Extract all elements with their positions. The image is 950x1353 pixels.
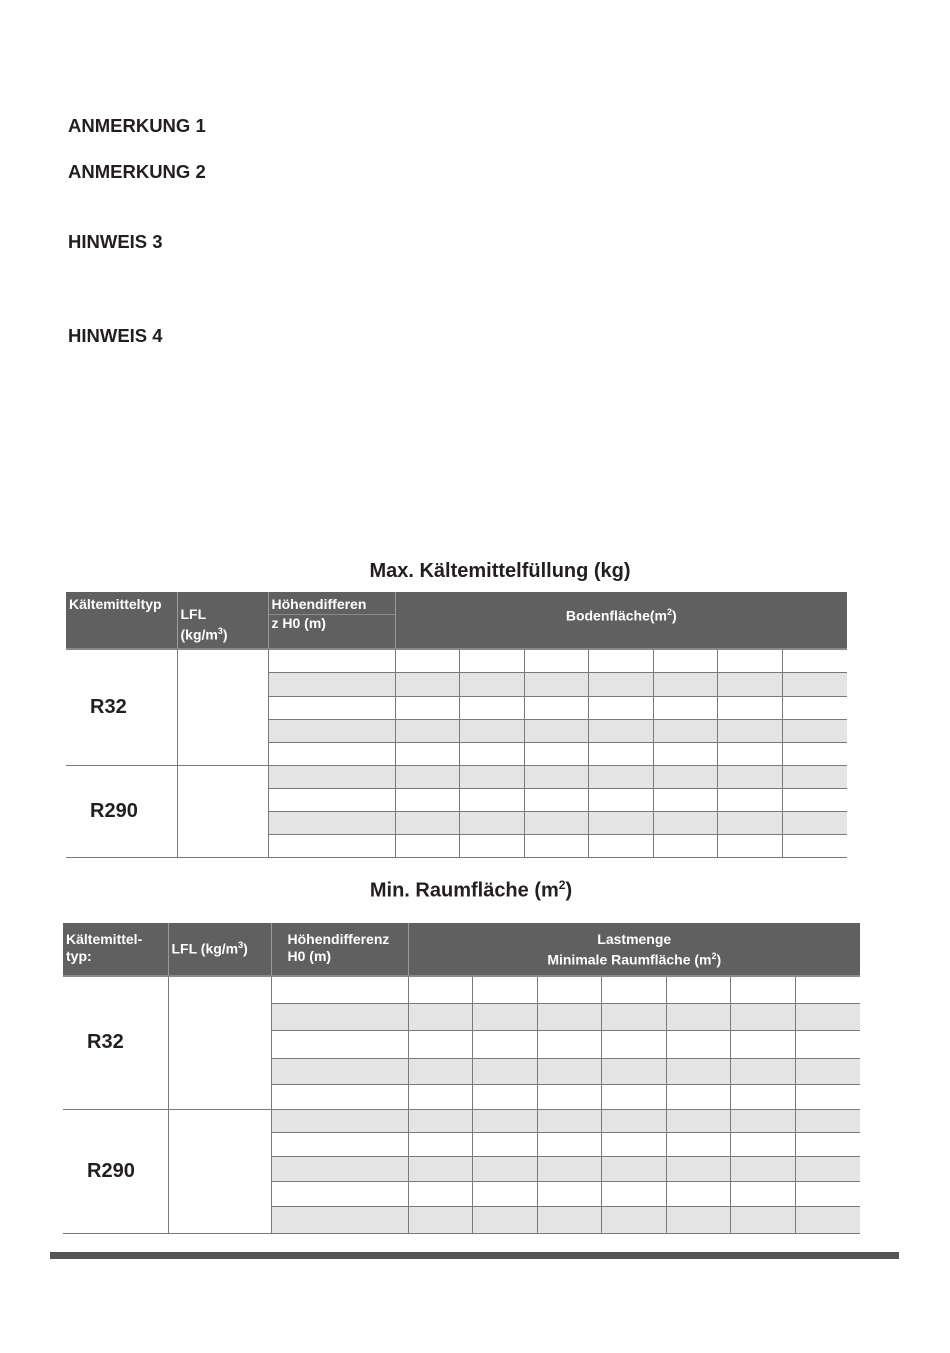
value-cell (666, 1109, 731, 1132)
value-cell (731, 1156, 796, 1181)
value-cell (718, 835, 783, 858)
table-row (63, 976, 860, 1003)
value-cell (460, 743, 525, 766)
value-cell (782, 697, 847, 720)
value-cell (589, 835, 654, 858)
value-cell (589, 789, 654, 812)
value-cell (653, 812, 718, 835)
value-cell (473, 1156, 538, 1181)
value-cell (524, 766, 589, 789)
header-refrigerant-type: Kältemittel- typ: (63, 923, 168, 976)
refrigerant-type-cell: R32 (66, 649, 177, 766)
value-cell (473, 1181, 538, 1206)
value-cell (795, 1003, 860, 1030)
value-cell (395, 720, 460, 743)
value-cell (653, 789, 718, 812)
value-cell (589, 720, 654, 743)
height-cell (271, 1109, 408, 1132)
value-cell (731, 1058, 796, 1084)
value-cell (408, 1058, 473, 1084)
value-cell (602, 1206, 667, 1233)
value-cell (653, 673, 718, 697)
value-cell (589, 649, 654, 673)
value-cell (408, 1084, 473, 1109)
value-cell (666, 976, 731, 1003)
value-cell (524, 812, 589, 835)
value-cell (589, 673, 654, 697)
value-cell (408, 1003, 473, 1030)
value-cell (524, 789, 589, 812)
value-cell (782, 766, 847, 789)
value-cell (537, 1030, 602, 1058)
height-cell (271, 976, 408, 1003)
value-cell (460, 789, 525, 812)
value-cell (731, 1003, 796, 1030)
header-height-difference: Höhendifferen z H0 (m) (268, 592, 395, 649)
value-cell (408, 1206, 473, 1233)
value-cell (795, 1109, 860, 1132)
height-cell (271, 1206, 408, 1233)
value-cell (666, 1084, 731, 1109)
value-cell (602, 1058, 667, 1084)
header-height-difference: Höhendifferenz H0 (m) (271, 923, 408, 976)
value-cell (602, 1030, 667, 1058)
value-cell (718, 812, 783, 835)
value-cell (653, 766, 718, 789)
value-cell (473, 1109, 538, 1132)
value-cell (537, 1206, 602, 1233)
height-cell (271, 1132, 408, 1156)
value-cell (537, 1156, 602, 1181)
value-cell (408, 1132, 473, 1156)
value-cell (718, 743, 783, 766)
value-cell (666, 1181, 731, 1206)
table-row (66, 649, 847, 673)
value-cell (524, 743, 589, 766)
value-cell (395, 673, 460, 697)
height-cell (268, 673, 395, 697)
value-cell (473, 1084, 538, 1109)
header-lfl: LFL $(kg/m^3)$ (177, 592, 268, 649)
value-cell (653, 697, 718, 720)
value-cell (718, 766, 783, 789)
value-cell (731, 1109, 796, 1132)
value-cell (460, 673, 525, 697)
value-cell (731, 1030, 796, 1058)
value-cell (473, 1132, 538, 1156)
value-cell (395, 697, 460, 720)
value-cell (537, 1181, 602, 1206)
min-room-area-table (63, 923, 860, 1234)
header-load-min-room-area: Lastmenge Minimale Raumfläche $(m^2)$ (408, 923, 860, 976)
value-cell (795, 1156, 860, 1181)
height-cell (268, 720, 395, 743)
value-cell (537, 1003, 602, 1030)
refrigerant-type-cell: R290 (66, 766, 177, 858)
value-cell (408, 1030, 473, 1058)
value-cell (524, 720, 589, 743)
value-cell (395, 835, 460, 858)
value-cell (460, 766, 525, 789)
value-cell (602, 1132, 667, 1156)
value-cell (602, 976, 667, 1003)
height-cell (271, 1058, 408, 1084)
lfl-cell (177, 766, 268, 858)
value-cell (537, 1084, 602, 1109)
value-cell (718, 789, 783, 812)
value-cell (524, 649, 589, 673)
value-cell (782, 789, 847, 812)
value-cell (602, 1181, 667, 1206)
value-cell (782, 673, 847, 697)
value-cell (460, 697, 525, 720)
height-cell (268, 649, 395, 673)
value-cell (731, 1084, 796, 1109)
value-cell (666, 1030, 731, 1058)
value-cell (473, 976, 538, 1003)
value-cell (795, 1030, 860, 1058)
height-cell (271, 1156, 408, 1181)
table-row (66, 766, 847, 789)
table1-title: Max. Kältemittelfüllung (kg) (369, 560, 631, 582)
value-cell (666, 1206, 731, 1233)
height-cell (271, 1181, 408, 1206)
value-cell (653, 835, 718, 858)
header-floor-area: $Bodenfläche(m^2)$ (395, 592, 847, 649)
value-cell (666, 1132, 731, 1156)
height-cell (268, 835, 395, 858)
value-cell (782, 812, 847, 835)
value-cell (408, 976, 473, 1003)
height-cell (271, 1084, 408, 1109)
value-cell (666, 1058, 731, 1084)
lfl-cell (168, 1109, 271, 1233)
value-cell (795, 1181, 860, 1206)
value-cell (795, 1206, 860, 1233)
value-cell (589, 743, 654, 766)
max-refrigerant-charge-table (66, 592, 847, 858)
value-cell (782, 720, 847, 743)
value-cell (473, 1206, 538, 1233)
value-cell (395, 812, 460, 835)
value-cell (782, 835, 847, 858)
value-cell (524, 835, 589, 858)
note-2: ANMERKUNG 2 (68, 161, 206, 182)
value-cell (460, 720, 525, 743)
height-cell (268, 743, 395, 766)
value-cell (718, 673, 783, 697)
value-cell (653, 743, 718, 766)
value-cell (473, 1030, 538, 1058)
note-4: HINWEIS 4 (68, 325, 163, 346)
value-cell (782, 649, 847, 673)
value-cell (395, 789, 460, 812)
value-cell (718, 720, 783, 743)
value-cell (524, 673, 589, 697)
height-cell (268, 697, 395, 720)
value-cell (731, 1206, 796, 1233)
value-cell (537, 1109, 602, 1132)
value-cell (653, 720, 718, 743)
value-cell (537, 1132, 602, 1156)
value-cell (731, 976, 796, 1003)
value-cell (589, 697, 654, 720)
note-1: ANMERKUNG 1 (68, 115, 206, 136)
value-cell (718, 649, 783, 673)
value-cell (473, 1058, 538, 1084)
value-cell (395, 766, 460, 789)
value-cell (589, 766, 654, 789)
value-cell (408, 1109, 473, 1132)
value-cell (524, 697, 589, 720)
value-cell (395, 743, 460, 766)
height-cell (268, 789, 395, 812)
value-cell (473, 1003, 538, 1030)
refrigerant-type-cell: R290 (63, 1109, 168, 1233)
refrigerant-type-cell: R32 (63, 976, 168, 1109)
value-cell (537, 1058, 602, 1084)
value-cell (408, 1156, 473, 1181)
height-cell (271, 1030, 408, 1058)
height-cell (268, 766, 395, 789)
value-cell (731, 1132, 796, 1156)
value-cell (653, 649, 718, 673)
header-refrigerant-type: Kältemitteltyp (66, 592, 177, 649)
value-cell (602, 1156, 667, 1181)
value-cell (795, 1132, 860, 1156)
value-cell (460, 835, 525, 858)
value-cell (666, 1156, 731, 1181)
value-cell (666, 1003, 731, 1030)
value-cell (602, 1109, 667, 1132)
value-cell (602, 1084, 667, 1109)
table-row (63, 1109, 860, 1132)
value-cell (731, 1181, 796, 1206)
table2-title: Min. Raumfläche $(m^2)$ (369, 878, 573, 902)
height-cell (268, 812, 395, 835)
value-cell (589, 812, 654, 835)
value-cell (718, 697, 783, 720)
lfl-cell (168, 976, 271, 1109)
value-cell (408, 1181, 473, 1206)
height-cell (271, 1003, 408, 1030)
footer-bar (50, 1252, 899, 1259)
value-cell (460, 649, 525, 673)
value-cell (602, 1003, 667, 1030)
value-cell (795, 1058, 860, 1084)
value-cell (795, 976, 860, 1003)
value-cell (537, 976, 602, 1003)
note-3: HINWEIS 3 (68, 231, 163, 252)
value-cell (460, 812, 525, 835)
value-cell (795, 1084, 860, 1109)
header-lfl: LFL $(kg/m^3)$ (168, 923, 271, 976)
lfl-cell (177, 649, 268, 766)
value-cell (395, 649, 460, 673)
value-cell (782, 743, 847, 766)
